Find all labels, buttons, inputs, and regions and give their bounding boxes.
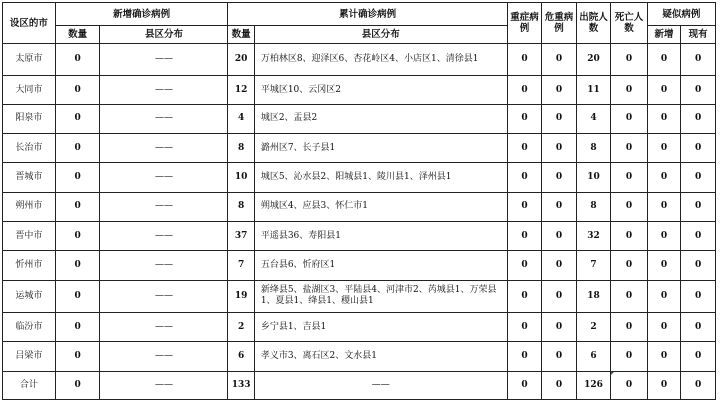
critical-cell: 0 [542, 371, 577, 399]
new-district-cell: —— [100, 313, 228, 342]
discharged-cell: 20 [576, 44, 611, 76]
susp-new-cell: 0 [647, 251, 681, 280]
table-row [3, 134, 716, 163]
cum-district-cell: 平遥县36、寿阳县1 [254, 221, 507, 250]
new-count-cell: 0 [55, 371, 100, 399]
city-cell: 阳泉市 [3, 104, 56, 133]
cum-count-cell: 12 [228, 76, 254, 104]
susp-current-cell: 0 [681, 134, 716, 163]
table-row [3, 192, 716, 221]
discharged-cell: 4 [576, 104, 611, 133]
city-cell: 朔州市 [3, 192, 56, 221]
severe-cell: 0 [507, 280, 542, 312]
discharged-cell: 2 [576, 313, 611, 342]
header-death: 死亡人数 [611, 3, 648, 44]
table-row [3, 313, 716, 342]
susp-current-cell: 0 [681, 280, 716, 312]
death-cell: 0 [611, 221, 648, 250]
cum-count-cell: 6 [228, 342, 254, 371]
cum-count-cell: 7 [228, 251, 254, 280]
new-count-cell: 0 [55, 313, 100, 342]
city-cell: 长治市 [3, 134, 56, 163]
cum-district-cell: 乡宁县1、吉县1 [254, 313, 507, 342]
death-cell: 0 [611, 192, 648, 221]
header-new-confirmed: 新增确诊病例 [55, 3, 228, 26]
city-cell: 晋城市 [3, 163, 56, 192]
death-cell: 0 [611, 280, 648, 312]
severe-cell: 0 [507, 76, 542, 104]
discharged-cell: 10 [576, 163, 611, 192]
critical-cell: 0 [542, 134, 577, 163]
cum-district-cell: —— [254, 371, 507, 399]
death-cell: 0 [611, 76, 648, 104]
cum-count-cell: 8 [228, 192, 254, 221]
header-city: 设区的市 [3, 3, 56, 44]
critical-cell: 0 [542, 192, 577, 221]
susp-new-cell: 0 [647, 221, 681, 250]
city-cell: 吕梁市 [3, 342, 56, 371]
critical-cell: 0 [542, 280, 577, 312]
susp-current-cell: 0 [681, 192, 716, 221]
new-count-cell: 0 [55, 192, 100, 221]
critical-cell: 0 [542, 163, 577, 192]
new-count-cell: 0 [55, 44, 100, 76]
table-row [3, 221, 716, 250]
table-row [3, 163, 716, 192]
total-row [3, 371, 716, 399]
cum-count-cell: 133 [228, 371, 254, 399]
severe-cell: 0 [507, 371, 542, 399]
header-cum-count: 数量 [228, 26, 254, 44]
new-district-cell: —— [100, 342, 228, 371]
cum-district-cell: 城区5、沁水县2、阳城县1、陵川县1、泽州县1 [254, 163, 507, 192]
header-new-district: 县区分布 [100, 26, 228, 44]
susp-new-cell: 0 [647, 313, 681, 342]
new-count-cell: 0 [55, 221, 100, 250]
susp-new-cell: 0 [647, 371, 681, 399]
cum-count-cell: 20 [228, 44, 254, 76]
city-cell: 运城市 [3, 280, 56, 312]
critical-cell: 0 [542, 221, 577, 250]
susp-new-cell: 0 [647, 192, 681, 221]
table-row [3, 76, 716, 104]
critical-cell: 0 [542, 76, 577, 104]
new-district-cell: —— [100, 44, 228, 76]
city-cell: 太原市 [3, 44, 56, 76]
cum-district-cell: 朔城区4、应县3、怀仁市1 [254, 192, 507, 221]
new-district-cell: —— [100, 163, 228, 192]
new-count-cell: 0 [55, 280, 100, 312]
discharged-cell: 8 [576, 134, 611, 163]
severe-cell: 0 [507, 104, 542, 133]
severe-cell: 0 [507, 163, 542, 192]
susp-new-cell: 0 [647, 44, 681, 76]
critical-cell: 0 [542, 251, 577, 280]
cum-count-cell: 10 [228, 163, 254, 192]
cum-district-cell: 五台县6、忻府区1 [254, 251, 507, 280]
city-cell: 合计 [3, 371, 56, 399]
susp-current-cell: 0 [681, 251, 716, 280]
cum-district-cell: 孝义市3、离石区2、文水县1 [254, 342, 507, 371]
header-cumulative-confirmed: 累计确诊病例 [228, 3, 507, 26]
cum-district-cell: 万柏林区8、迎泽区6、杏花岭区4、小店区1、清徐县1 [254, 44, 507, 76]
severe-cell: 0 [507, 251, 542, 280]
new-district-cell: —— [100, 251, 228, 280]
susp-current-cell: 0 [681, 104, 716, 133]
death-cell: 0 [611, 134, 648, 163]
death-cell: 0 [611, 371, 648, 399]
susp-new-cell: 0 [647, 163, 681, 192]
city-cell: 忻州市 [3, 251, 56, 280]
city-cell: 临汾市 [3, 313, 56, 342]
cum-count-cell: 37 [228, 221, 254, 250]
critical-cell: 0 [542, 342, 577, 371]
new-count-cell: 0 [55, 163, 100, 192]
new-count-cell: 0 [55, 76, 100, 104]
header-row-top [3, 3, 716, 26]
table-row [3, 44, 716, 76]
discharged-cell: 8 [576, 192, 611, 221]
new-district-cell: —— [100, 371, 228, 399]
header-cum-district: 县区分布 [254, 26, 507, 44]
susp-current-cell: 0 [681, 342, 716, 371]
new-district-cell: —— [100, 221, 228, 250]
death-cell: 0 [611, 163, 648, 192]
new-count-cell: 0 [55, 104, 100, 133]
new-count-cell: 0 [55, 251, 100, 280]
new-district-cell: —— [100, 192, 228, 221]
cum-count-cell: 19 [228, 280, 254, 312]
cum-count-cell: 8 [228, 134, 254, 163]
death-cell: 0 [611, 104, 648, 133]
severe-cell: 0 [507, 134, 542, 163]
header-new-count: 数量 [55, 26, 100, 44]
cum-district-cell: 平城区10、云冈区2 [254, 76, 507, 104]
new-district-cell: —— [100, 134, 228, 163]
discharged-cell: 7 [576, 251, 611, 280]
header-critical: 危重病例 [542, 3, 577, 44]
cum-district-cell: 新绛县5、盐湖区3、平陆县4、河津市2、芮城县1、万荣县1、夏县1、绛县1、稷山县1 [254, 280, 507, 312]
table-row [3, 342, 716, 371]
severe-cell: 0 [507, 313, 542, 342]
header-susp-current: 现有 [681, 26, 716, 44]
susp-new-cell: 0 [647, 76, 681, 104]
covid-statistics-table [2, 2, 716, 400]
new-district-cell: —— [100, 280, 228, 312]
susp-new-cell: 0 [647, 280, 681, 312]
susp-current-cell: 0 [681, 44, 716, 76]
city-cell: 大同市 [3, 76, 56, 104]
cum-district-cell: 潞州区7、长子县1 [254, 134, 507, 163]
death-cell: 0 [611, 44, 648, 76]
header-suspected: 疑似病例 [647, 3, 715, 26]
discharged-cell: 18 [576, 280, 611, 312]
header-severe: 重症病例 [507, 3, 542, 44]
susp-new-cell: 0 [647, 342, 681, 371]
header-discharged: 出院人数 [576, 3, 611, 44]
severe-cell: 0 [507, 342, 542, 371]
susp-current-cell: 0 [681, 221, 716, 250]
table-row [3, 280, 716, 312]
susp-current-cell: 0 [681, 371, 716, 399]
susp-current-cell: 0 [681, 313, 716, 342]
death-cell: 0 [611, 251, 648, 280]
header-susp-new: 新增 [647, 26, 681, 44]
cum-count-cell: 2 [228, 313, 254, 342]
critical-cell: 0 [542, 44, 577, 76]
severe-cell: 0 [507, 221, 542, 250]
susp-new-cell: 0 [647, 104, 681, 133]
new-district-cell: —— [100, 76, 228, 104]
susp-new-cell: 0 [647, 134, 681, 163]
severe-cell: 0 [507, 192, 542, 221]
table-row [3, 251, 716, 280]
table-row [3, 104, 716, 133]
discharged-cell: 6 [576, 342, 611, 371]
susp-current-cell: 0 [681, 163, 716, 192]
death-cell: 0 [611, 313, 648, 342]
severe-cell: 0 [507, 44, 542, 76]
new-count-cell: 0 [55, 134, 100, 163]
new-count-cell: 0 [55, 342, 100, 371]
susp-current-cell: 0 [681, 76, 716, 104]
critical-cell: 0 [542, 104, 577, 133]
critical-cell: 0 [542, 313, 577, 342]
discharged-cell: 11 [576, 76, 611, 104]
discharged-cell: 32 [576, 221, 611, 250]
cum-count-cell: 4 [228, 104, 254, 133]
new-district-cell: —— [100, 104, 228, 133]
death-cell: 0 [611, 342, 648, 371]
discharged-cell: 126 [576, 371, 611, 399]
city-cell: 晋中市 [3, 221, 56, 250]
cum-district-cell: 城区2、盂县2 [254, 104, 507, 133]
